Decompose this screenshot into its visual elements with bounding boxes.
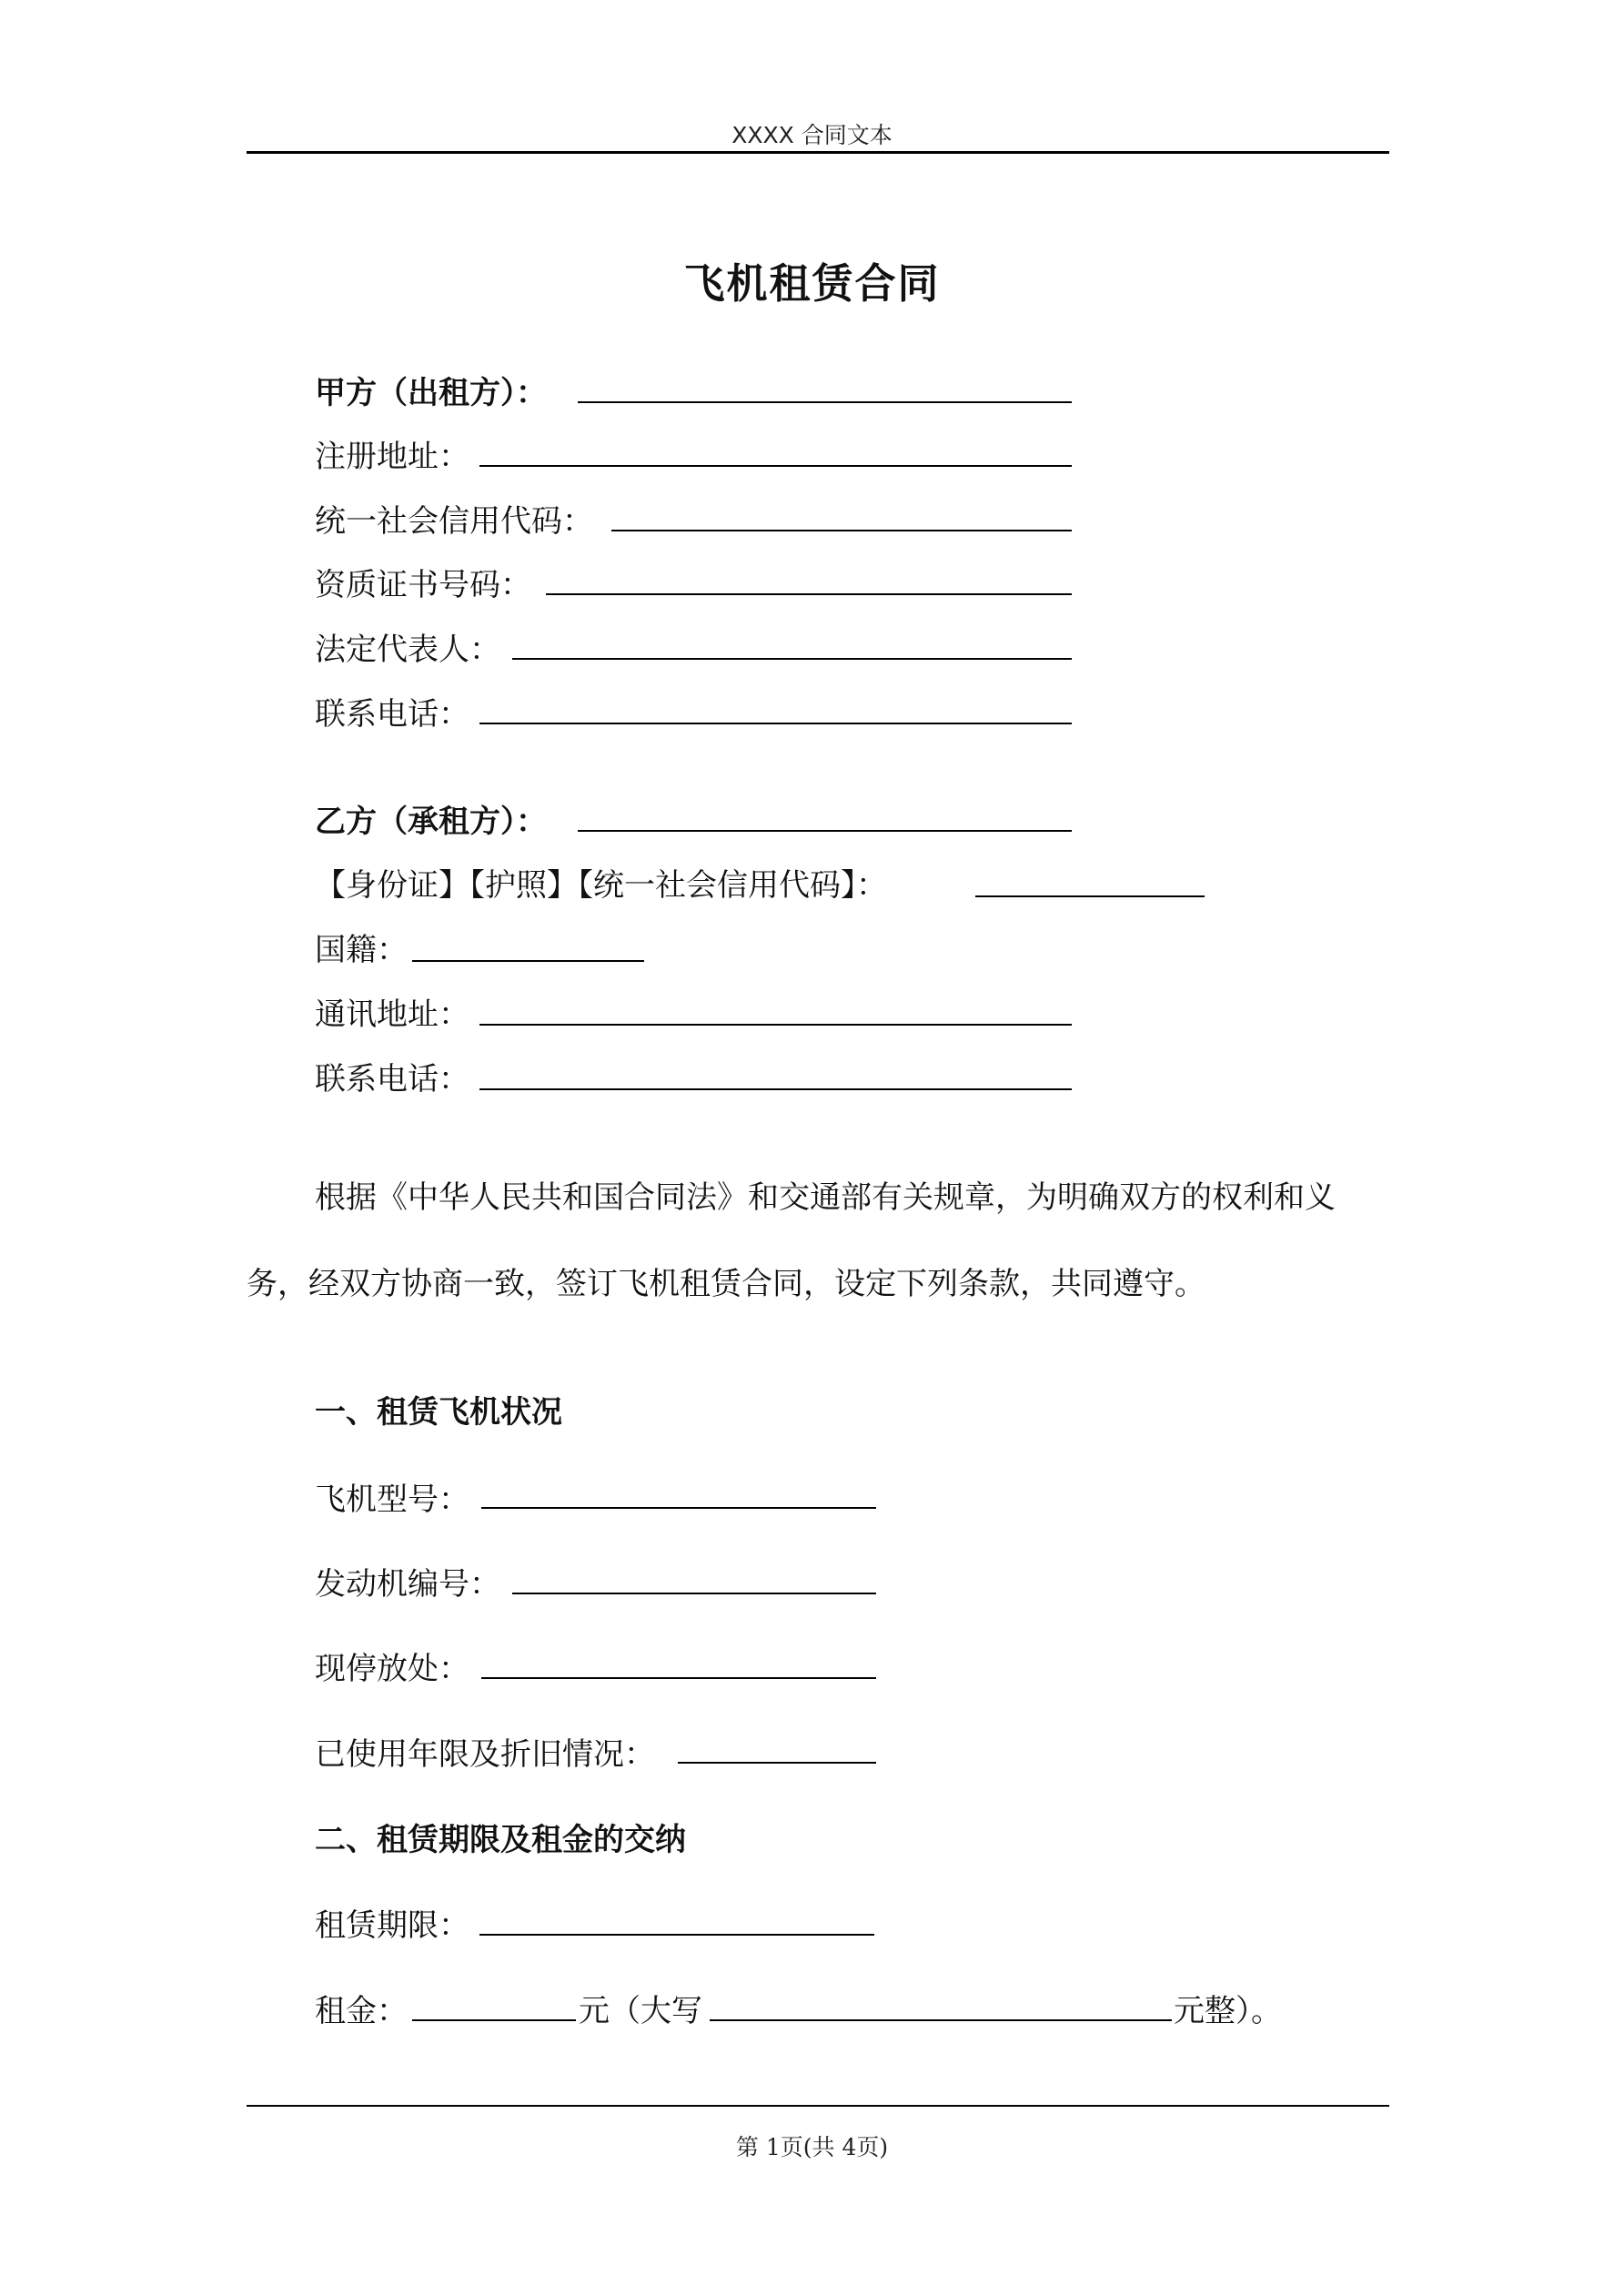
party-a-phone-blank[interactable] bbox=[479, 723, 1072, 724]
party-b-name-blank[interactable] bbox=[578, 830, 1072, 832]
preamble-line-1: 根据《中华人民共和国合同法》和交通部有关规章，为明确双方的权利和义 bbox=[315, 1179, 1336, 1216]
engine-number-blank[interactable] bbox=[512, 1593, 876, 1594]
party-b-nationality-blank[interactable] bbox=[412, 960, 644, 962]
preamble-line-2: 务，经双方协商一致，签订飞机租赁合同，设定下列条款，共同遵守。 bbox=[247, 1266, 1205, 1302]
footer-rule bbox=[247, 2105, 1389, 2107]
party-a-address-label: 注册地址： bbox=[315, 439, 469, 475]
party-a-address-blank[interactable] bbox=[479, 465, 1072, 467]
party-b-address-label: 通讯地址： bbox=[315, 996, 469, 1033]
party-a-legal-rep-blank[interactable] bbox=[512, 658, 1072, 660]
engine-number-label: 发动机编号： bbox=[315, 1566, 500, 1603]
section-1-heading: 一、租赁飞机状况 bbox=[315, 1394, 562, 1431]
parking-location-label: 现停放处： bbox=[315, 1651, 469, 1687]
page-header: XXXX 合同文本 bbox=[731, 122, 893, 148]
party-b-heading: 乙方（承租方）： bbox=[315, 804, 547, 840]
rent-amount-blank[interactable] bbox=[412, 2019, 576, 2021]
party-a-phone-label: 联系电话： bbox=[315, 696, 469, 733]
party-a-certificate-label: 资质证书号码： bbox=[315, 567, 531, 603]
parking-location-blank[interactable] bbox=[481, 1677, 876, 1679]
rent-suffix-text: 元整）。 bbox=[1174, 1993, 1282, 2029]
service-life-label: 已使用年限及折旧情况： bbox=[315, 1736, 655, 1773]
header-rule bbox=[247, 151, 1389, 154]
party-b-nationality-label: 国籍： bbox=[315, 932, 408, 968]
party-a-credit-code-label: 统一社会信用代码： bbox=[315, 503, 593, 540]
section-2-heading: 二、租赁期限及租金的交纳 bbox=[315, 1822, 686, 1858]
document-title: 飞机租赁合同 bbox=[683, 259, 941, 308]
rent-capital-blank[interactable] bbox=[710, 2019, 1172, 2021]
party-b-phone-blank[interactable] bbox=[479, 1088, 1072, 1090]
party-a-name-blank[interactable] bbox=[578, 401, 1072, 403]
party-a-heading: 甲方（出租方）： bbox=[315, 375, 547, 411]
party-a-credit-code-blank[interactable] bbox=[611, 530, 1072, 531]
aircraft-model-blank[interactable] bbox=[481, 1507, 876, 1509]
service-life-blank[interactable] bbox=[678, 1762, 876, 1764]
page-number: 第 1页(共 4页) bbox=[735, 2134, 889, 2160]
party-a-legal-rep-label: 法定代表人： bbox=[315, 632, 500, 668]
rent-label: 租金： bbox=[315, 1993, 408, 2029]
party-b-id-label: 【身份证】【护照】【统一社会信用代码】： bbox=[315, 867, 887, 904]
party-a-certificate-blank[interactable] bbox=[546, 593, 1072, 595]
party-b-address-blank[interactable] bbox=[479, 1024, 1072, 1026]
lease-term-label: 租赁期限： bbox=[315, 1907, 469, 1944]
party-b-id-blank[interactable] bbox=[975, 895, 1205, 897]
lease-term-blank[interactable] bbox=[479, 1934, 874, 1936]
party-b-phone-label: 联系电话： bbox=[315, 1061, 469, 1097]
rent-unit-text: 元（大写 bbox=[579, 1993, 702, 2029]
aircraft-model-label: 飞机型号： bbox=[315, 1482, 469, 1518]
